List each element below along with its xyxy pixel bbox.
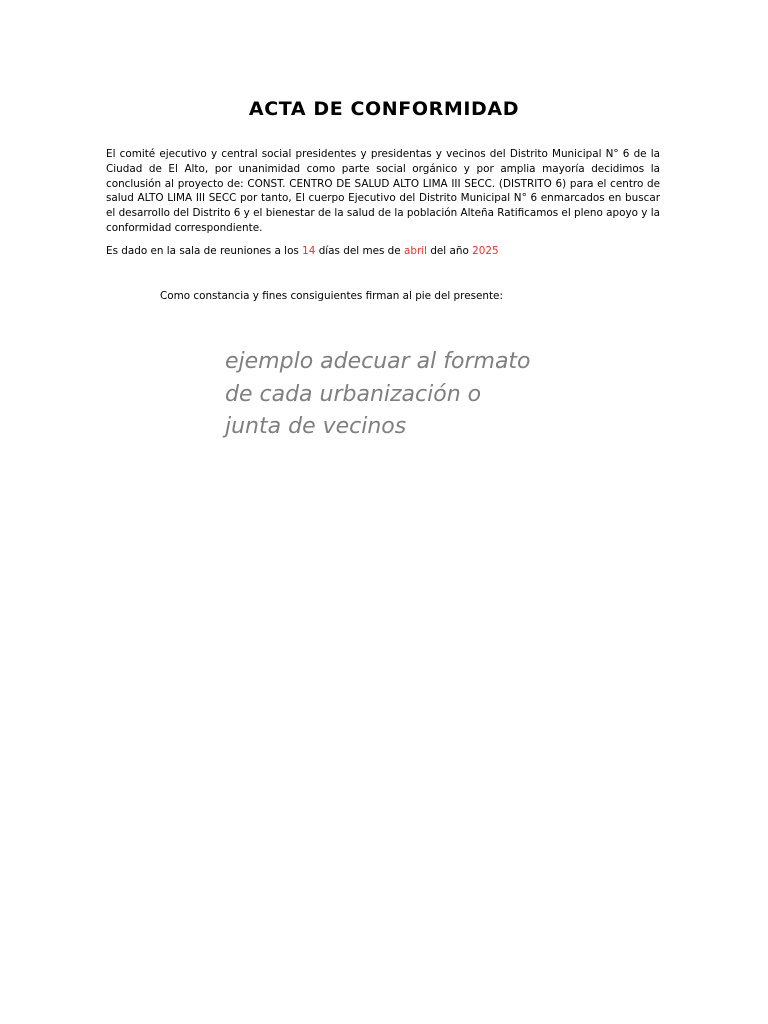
date-year-prefix: del año bbox=[430, 245, 469, 257]
date-day: 14 bbox=[302, 245, 316, 257]
date-prefix: Es dado en la sala de reuniones a los bbox=[106, 245, 299, 257]
example-note-line-2: de cada urbanización o bbox=[225, 381, 482, 407]
date-month: abril bbox=[403, 245, 427, 257]
document-title: ACTA DE CONFORMIDAD bbox=[248, 98, 520, 120]
body-paragraph: El comité ejecutivo y central social presidentes y presidentas y vecinos del Distrito Municipal N° 6 de la Ciudad de El Alto, por unanimidad como parte social orgánico y por amplia mayoría decidimos la conclusión al proyecto de: CONST. CENTRO DE SALUD ALTO LIMA III SECC. (DISTRITO 6) para el centro de salud ALTO LIMA III SECC por tanto, El cuerpo Ejecutivo del Distrito Municipal N° 6 enmarcados en buscar el desarrollo del Distrito 6 y el bienestar de la salud de la población Alteña Ratificamos el pleno apoyo y la conformidad correspondiente. bbox=[106, 148, 660, 234]
date-middle: días del mes de bbox=[318, 245, 401, 257]
example-note-line-1: ejemplo adecuar al formato bbox=[225, 349, 531, 374]
date-year: 2025 bbox=[472, 245, 499, 257]
example-note bbox=[225, 346, 625, 444]
example-note-line-3: junta de vecinos bbox=[225, 414, 407, 439]
date-line bbox=[106, 244, 666, 259]
signature-line: Como constancia y fines consiguientes firman al pie del presente: bbox=[160, 290, 503, 302]
